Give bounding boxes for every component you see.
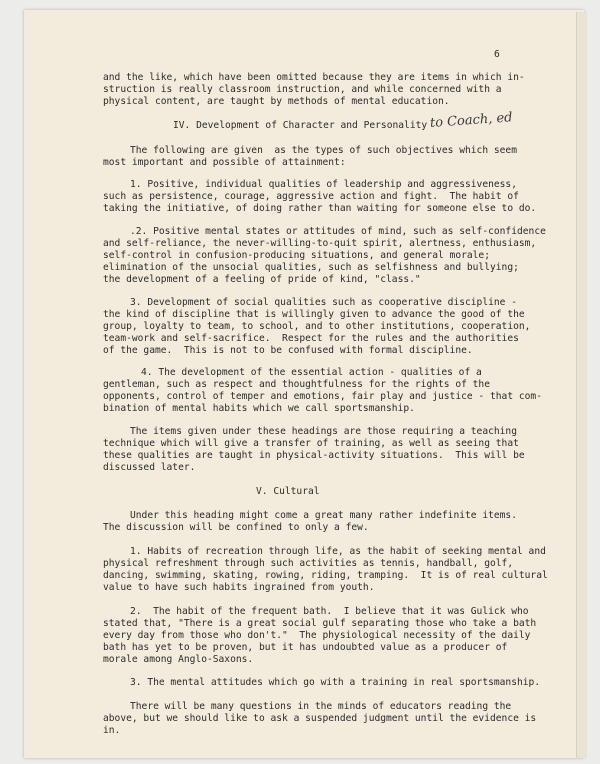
text-line: taking the initiative, of doing rather than waiting for someone else to do. <box>103 203 537 214</box>
text-line: of the game. This is not to be confused with formal discipline. <box>103 345 473 356</box>
text-line: struction is really classroom instruction, and while concerned with a <box>103 84 502 95</box>
text-line: the kind of discipline that is willingly given to advance the good of the <box>103 309 525 320</box>
text-line: team-work and self-sacrifice. Respect for the rules and the authorities <box>103 333 519 344</box>
text-line: above, but we should like to ask a suspended judgment until the evidence is <box>103 713 537 724</box>
text-line: Under this heading might come a great many rather indefinite items. <box>130 510 517 521</box>
text-line: the development of a feeling of pride of kind, "class." <box>103 274 421 285</box>
text-line: discussed later. <box>103 462 196 473</box>
text-line: There will be many questions in the minds of educators reading the <box>130 701 512 712</box>
text-line: stated that, "There is a great social gulf separating those who take a bath <box>103 618 537 629</box>
text-line: group, loyalty to team, to school, and to other institutions, cooperation, <box>103 321 531 332</box>
text-line: physical content, are taught by methods of mental education. <box>103 96 450 107</box>
page-number: 6 <box>494 49 500 60</box>
text-line: .2. Positive mental states or attitudes of mind, such as self-confidence <box>130 226 546 237</box>
text-line: 3. The mental attitudes which go with a training in real sportsmanship. <box>130 677 541 688</box>
handwritten-annotation: to Coach, ed <box>429 110 513 131</box>
text-line: dancing, swimming, skating, rowing, riding, tramping. It is of real cultural <box>103 570 548 581</box>
text-line: such as persistence, courage, aggressive action and fight. The habit of <box>103 191 519 202</box>
text-line: bath has yet to be proven, but it has undoubted value as a producer of <box>103 642 508 653</box>
text-line: in. <box>103 725 121 736</box>
text-line: self-control in confusion-producing situations, and general morale; <box>103 250 490 261</box>
text-line: 3. Development of social qualities such as cooperative discipline - <box>130 297 517 308</box>
text-line: and self-reliance, the never-willing-to-quit spirit, alertness, enthusiasm, <box>103 238 537 249</box>
text-line: physical refreshment through such activities as tennis, handball, golf, <box>103 558 514 569</box>
text-line: gentleman, such as respect and thoughtfulness for the rights of the <box>103 379 490 390</box>
section-heading: V. Cultural <box>256 486 320 497</box>
text-line: technique which will give a transfer of training, as well as seeing that <box>103 438 519 449</box>
text-line: 1. Positive, individual qualities of leadership and aggressiveness, <box>130 179 517 190</box>
text-line: bination of mental habits which we call sportsmanship. <box>103 403 415 414</box>
text-line: morale among Anglo-Saxons. <box>103 654 254 665</box>
page-edge <box>576 12 587 758</box>
text-line: The discussion will be confined to only a few. <box>103 522 369 533</box>
text-line: value to have such habits ingrained from youth. <box>103 582 375 593</box>
text-line: opponents, control of temper and emotions, fair play and justice - that com- <box>103 391 542 402</box>
text-line: 2. The habit of the frequent bath. I believe that it was Gulick who <box>130 606 529 617</box>
text-line: 4. The development of the essential action - qualities of a <box>141 367 482 378</box>
text-line: The items given under these headings are those requiring a teaching <box>130 426 517 437</box>
text-line: 1. Habits of recreation through life, as the habit of seeking mental and <box>130 546 546 557</box>
text-line: every day from those who don't." The physiological necessity of the daily <box>103 630 531 641</box>
text-line: these qualities are taught in physical-activity situations. This will be <box>103 450 525 461</box>
text-line: The following are given as the types of such objectives which seem <box>130 145 517 156</box>
text-line: elimination of the unsocial qualities, such as selfishness and bullying; <box>103 262 519 273</box>
section-heading: IV. Development of Character and Personality <box>173 120 428 131</box>
text-line: and the like, which have been omitted because they are items in which in- <box>103 72 525 83</box>
text-line: most important and possible of attainment: <box>103 157 346 168</box>
